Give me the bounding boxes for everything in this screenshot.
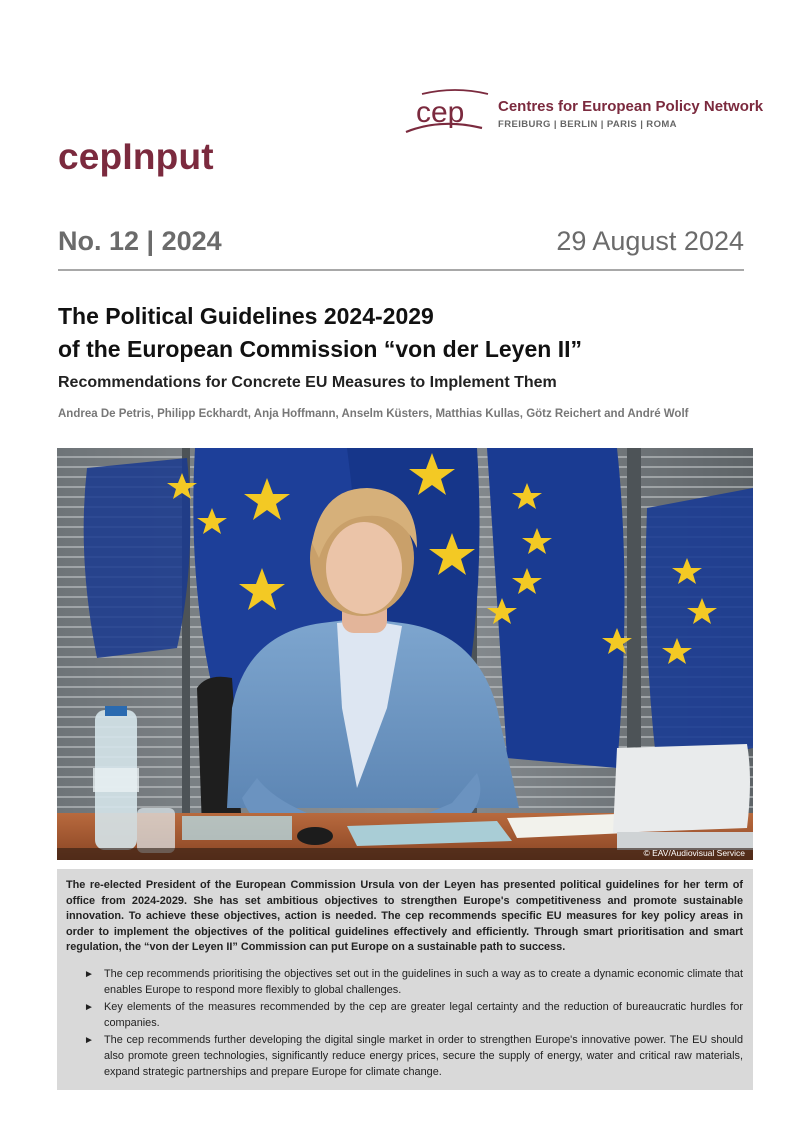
cover-photo xyxy=(57,448,753,860)
brand-title: cepInput xyxy=(58,136,214,177)
bullet-text: The cep recommends further developing the digital single market in order to strengthen Europe's innovative power. The EU should also promote green technologies, significantly reduce energy prices, secure the supply of energy, water and critical raw materials, expand strategic partnerships and prepare Europe for climate change. xyxy=(104,1034,743,1078)
cover-photo-illustration xyxy=(57,448,753,860)
summary-box xyxy=(57,869,753,1090)
header-divider xyxy=(58,269,744,271)
logo-mark-text: cep xyxy=(416,96,465,129)
document-subtitle: Recommendations for Concrete EU Measures to Implement Them xyxy=(58,374,557,391)
bullet-arrow-icon: ► xyxy=(84,1035,94,1047)
cep-logo xyxy=(400,88,764,138)
bullet-text: Key elements of the measures recommended by the cep are greater legal certainty and the reduction of bureaucratic hurdles for companies. xyxy=(104,1001,743,1029)
summary-text: The re-elected President of the European Commission Ursula von der Leyen has presented political guidelines for her term of office from 2024-2029. She has set ambitious objectives to strengthen Europe's competitiveness and promote sustainable innovation. To achieve these objectives, action is needed. The cep recommends specific EU measures for key policy areas in order to implement the objectives of the political guidelines effectively and efficiently. Through smart prioritisation and smart regulation, the “von der Leyen II” Commission can put Europe on a sustainable path to success. xyxy=(66,879,743,954)
document-title xyxy=(58,300,748,366)
bullet-arrow-icon: ► xyxy=(84,968,94,980)
bullet-text: The cep recommends prioritising the objectives set out in the guidelines in such a way as to create a dynamic economic climate that enables Europe to respond more flexibly to global challenges. xyxy=(104,967,743,996)
list-item xyxy=(66,967,743,998)
title-line-1: The Political Guidelines 2024-2029 xyxy=(58,303,434,329)
key-points-list xyxy=(66,967,743,1080)
publication-date: 29 August 2024 xyxy=(556,226,744,256)
bullet-arrow-icon: ► xyxy=(84,1002,94,1014)
logo-cities: FREIBURG | BERLIN | PARIS | ROMA xyxy=(498,119,677,130)
list-item xyxy=(66,1033,743,1080)
authors: Andrea De Petris, Philipp Eckhardt, Anja Hoffmann, Anselm Küsters, Matthias Kullas, Götz Reichert and André Wolf xyxy=(58,408,689,420)
photo-credit: © EAV/Audiovisual Service xyxy=(643,848,745,858)
cep-logo-mark xyxy=(400,88,495,138)
list-item xyxy=(66,1000,743,1031)
logo-network-name: Centres for European Policy Network xyxy=(498,98,764,115)
title-line-2: of the European Commission “von der Leyen II” xyxy=(58,336,582,362)
issue-number: No. 12 | 2024 xyxy=(58,226,222,256)
